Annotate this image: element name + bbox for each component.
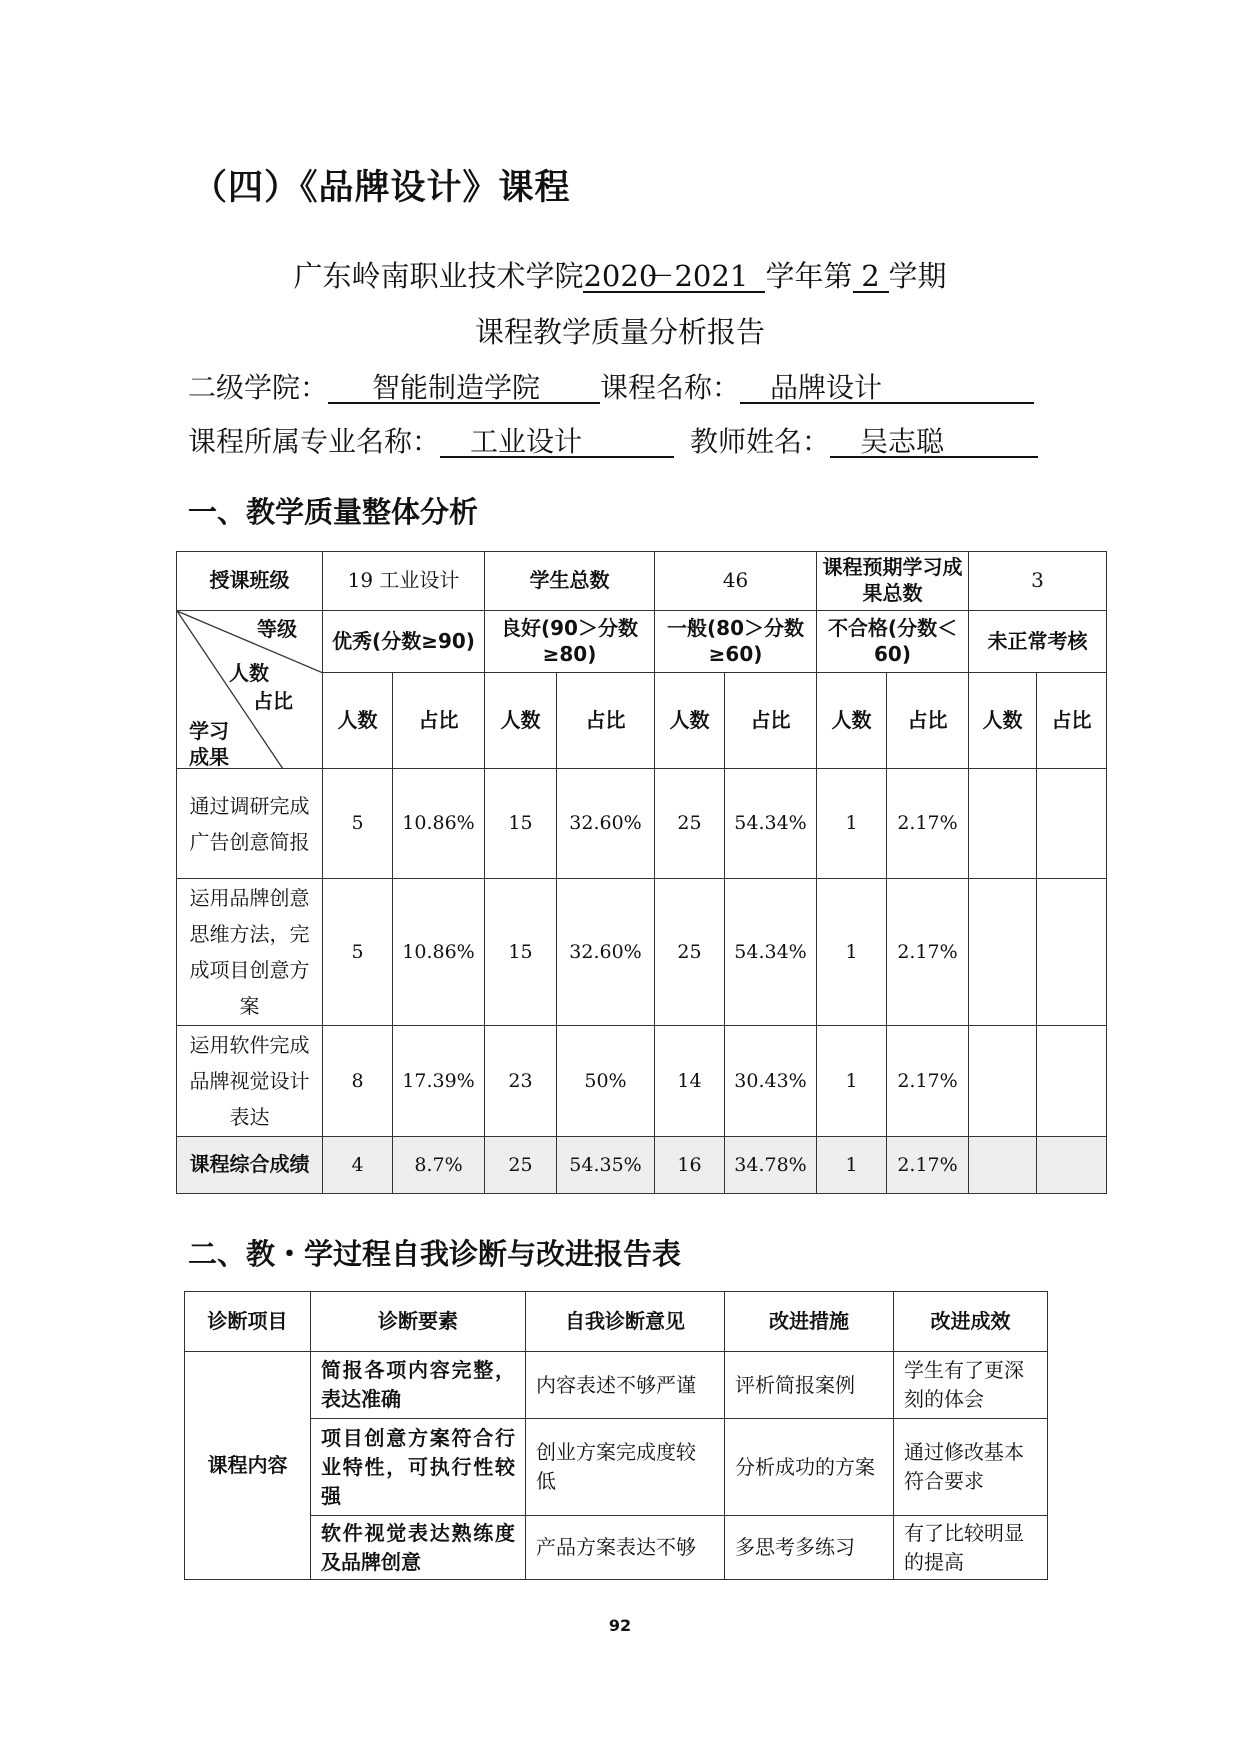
major-label: 课程所属专业名称： bbox=[188, 425, 441, 458]
table-cell bbox=[969, 879, 1037, 1026]
report-title-line1 bbox=[0, 254, 1240, 295]
ratio-header: 占比 bbox=[887, 673, 969, 769]
students-label: 学生总数 bbox=[485, 552, 655, 611]
table-cell: 15 bbox=[485, 879, 557, 1026]
diagonal-header-cell bbox=[177, 611, 323, 769]
diagnosis-effect: 有了比较明显的提高 bbox=[894, 1516, 1048, 1580]
school-name: 广东岭南职业技术学院 bbox=[293, 259, 584, 293]
diag-outcome-label-2: 成果 bbox=[189, 745, 229, 769]
table-row bbox=[177, 1026, 1107, 1137]
table-cell: 16 bbox=[655, 1137, 725, 1194]
table-cell: 8 bbox=[323, 1026, 393, 1137]
table-cell: 5 bbox=[323, 769, 393, 879]
heading-self-diagnosis: 二、教・学过程自我诊断与改进报告表 bbox=[188, 1237, 682, 1271]
count-header: 人数 bbox=[323, 673, 393, 769]
ratio-header: 占比 bbox=[393, 673, 485, 769]
table-cell: 2.17% bbox=[887, 879, 969, 1026]
table-row bbox=[185, 1419, 1048, 1516]
table-cell: 54.34% bbox=[725, 879, 817, 1026]
header-measure: 改进措施 bbox=[725, 1292, 894, 1352]
header-item: 诊断项目 bbox=[185, 1292, 311, 1352]
section-title: （四）《品牌设计》课程 bbox=[192, 168, 571, 208]
table-cell: 14 bbox=[655, 1026, 725, 1137]
table-cell: 54.34% bbox=[725, 769, 817, 879]
table-cell: 50% bbox=[557, 1026, 655, 1137]
count-header: 人数 bbox=[655, 673, 725, 769]
diagnosis-element: 简报各项内容完整，表达准确 bbox=[311, 1352, 526, 1419]
table-cell: 1 bbox=[817, 1137, 887, 1194]
table-cell: 1 bbox=[817, 769, 887, 879]
table-cell: 5 bbox=[323, 879, 393, 1026]
table-cell: 4 bbox=[323, 1137, 393, 1194]
header-opinion: 自我诊断意见 bbox=[526, 1292, 725, 1352]
year-label: 学年第 bbox=[765, 259, 853, 293]
table-cell: 25 bbox=[655, 769, 725, 879]
teacher-value: 吴志聪 bbox=[830, 427, 1038, 458]
diagnosis-measure: 评析简报案例 bbox=[725, 1352, 894, 1419]
header-effect: 改进成效 bbox=[894, 1292, 1048, 1352]
table-row bbox=[177, 552, 1107, 611]
quality-analysis-table bbox=[176, 551, 1107, 1194]
diag-ratio-label: 占比 bbox=[253, 689, 293, 713]
table-cell bbox=[969, 769, 1037, 879]
table-cell bbox=[1037, 769, 1107, 879]
diagnosis-opinion: 内容表述不够严谨 bbox=[526, 1352, 725, 1419]
table-cell: 2.17% bbox=[887, 1137, 969, 1194]
course-label: 课程名称： bbox=[600, 371, 741, 404]
semester-label: 学期 bbox=[888, 259, 947, 293]
table-cell: 25 bbox=[485, 1137, 557, 1194]
table-row bbox=[177, 769, 1107, 879]
table-cell: 54.35% bbox=[557, 1137, 655, 1194]
outcomes-value: 3 bbox=[969, 552, 1107, 611]
diagnosis-item: 课程内容 bbox=[185, 1352, 311, 1580]
table-cell bbox=[1037, 1137, 1107, 1194]
heading-overall-analysis: 一、教学质量整体分析 bbox=[188, 495, 479, 529]
table-cell: 23 bbox=[485, 1026, 557, 1137]
header-element: 诊断要素 bbox=[311, 1292, 526, 1352]
count-header: 人数 bbox=[969, 673, 1037, 769]
grade-average: 一般(80＞分数≥60) bbox=[655, 611, 817, 673]
diag-count-label: 人数 bbox=[229, 661, 269, 685]
table-row bbox=[177, 611, 1107, 673]
diagnosis-opinion: 产品方案表达不够 bbox=[526, 1516, 725, 1580]
table-cell: 30.43% bbox=[725, 1026, 817, 1137]
table-cell: 2.17% bbox=[887, 1026, 969, 1137]
ratio-header: 占比 bbox=[557, 673, 655, 769]
info-row-college-course bbox=[188, 366, 1034, 406]
outcome-name: 运用品牌创意思维方法，完成项目创意方案 bbox=[177, 879, 323, 1026]
diagnosis-element: 软件视觉表达熟练度及品牌创意 bbox=[311, 1516, 526, 1580]
table-cell: 2.17% bbox=[887, 769, 969, 879]
table-cell: 25 bbox=[655, 879, 725, 1026]
diag-outcome-label-1: 学习 bbox=[189, 719, 229, 743]
diagnosis-table bbox=[184, 1291, 1048, 1580]
college-label: 二级学院： bbox=[188, 371, 329, 404]
year-start: 2020 bbox=[583, 259, 658, 293]
class-label: 授课班级 bbox=[177, 552, 323, 611]
table-cell bbox=[1037, 1026, 1107, 1137]
table-cell: 1 bbox=[817, 879, 887, 1026]
diagnosis-element: 项目创意方案符合行业特性，可执行性较强 bbox=[311, 1419, 526, 1516]
grade-not-assessed: 未正常考核 bbox=[969, 611, 1107, 673]
table-cell bbox=[969, 1137, 1037, 1194]
grade-good: 良好(90＞分数≥80) bbox=[485, 611, 655, 673]
class-value: 19 工业设计 bbox=[323, 552, 485, 611]
teacher-label: 教师姓名： bbox=[690, 425, 831, 458]
year-end: －2021 bbox=[645, 261, 765, 293]
course-value: 品牌设计 bbox=[740, 373, 1034, 404]
table-cell: 10.86% bbox=[393, 879, 485, 1026]
major-value: 工业设计 bbox=[440, 427, 674, 458]
table-cell: 8.7% bbox=[393, 1137, 485, 1194]
count-header: 人数 bbox=[817, 673, 887, 769]
diagnosis-measure: 多思考多练习 bbox=[725, 1516, 894, 1580]
info-row-major-teacher bbox=[188, 420, 1038, 460]
table-row bbox=[177, 879, 1107, 1026]
outcomes-label: 课程预期学习成果总数 bbox=[817, 552, 969, 611]
grade-fail: 不合格(分数＜60) bbox=[817, 611, 969, 673]
table-row bbox=[185, 1352, 1048, 1419]
table-cell: 32.60% bbox=[557, 879, 655, 1026]
table-row bbox=[185, 1292, 1048, 1352]
table-row bbox=[185, 1516, 1048, 1580]
table-cell: 10.86% bbox=[393, 769, 485, 879]
students-value: 46 bbox=[655, 552, 817, 611]
total-label: 课程综合成绩 bbox=[177, 1137, 323, 1194]
table-row bbox=[177, 1137, 1107, 1194]
semester-number: 2 bbox=[853, 261, 889, 293]
table-cell bbox=[969, 1026, 1037, 1137]
diag-grade-label: 等级 bbox=[257, 617, 297, 641]
outcome-name: 运用软件完成品牌视觉设计表达 bbox=[177, 1026, 323, 1137]
table-cell: 1 bbox=[817, 1026, 887, 1137]
page-number: 92 bbox=[608, 1616, 632, 1635]
ratio-header: 占比 bbox=[725, 673, 817, 769]
diagnosis-effect: 学生有了更深刻的体会 bbox=[894, 1352, 1048, 1419]
diagnosis-effect: 通过修改基本符合要求 bbox=[894, 1419, 1048, 1516]
outcome-name: 通过调研完成广告创意简报 bbox=[177, 769, 323, 879]
table-cell: 15 bbox=[485, 769, 557, 879]
table-cell: 34.78% bbox=[725, 1137, 817, 1194]
table-cell: 17.39% bbox=[393, 1026, 485, 1137]
count-header: 人数 bbox=[485, 673, 557, 769]
ratio-header: 占比 bbox=[1037, 673, 1107, 769]
diagnosis-measure: 分析成功的方案 bbox=[725, 1419, 894, 1516]
table-cell: 32.60% bbox=[557, 769, 655, 879]
report-title-line2: 课程教学质量分析报告 bbox=[474, 315, 765, 349]
grade-excellent: 优秀(分数≥90) bbox=[323, 611, 485, 673]
college-value: 智能制造学院 bbox=[328, 373, 600, 404]
diagnosis-opinion: 创业方案完成度较低 bbox=[526, 1419, 725, 1516]
table-cell bbox=[1037, 879, 1107, 1026]
